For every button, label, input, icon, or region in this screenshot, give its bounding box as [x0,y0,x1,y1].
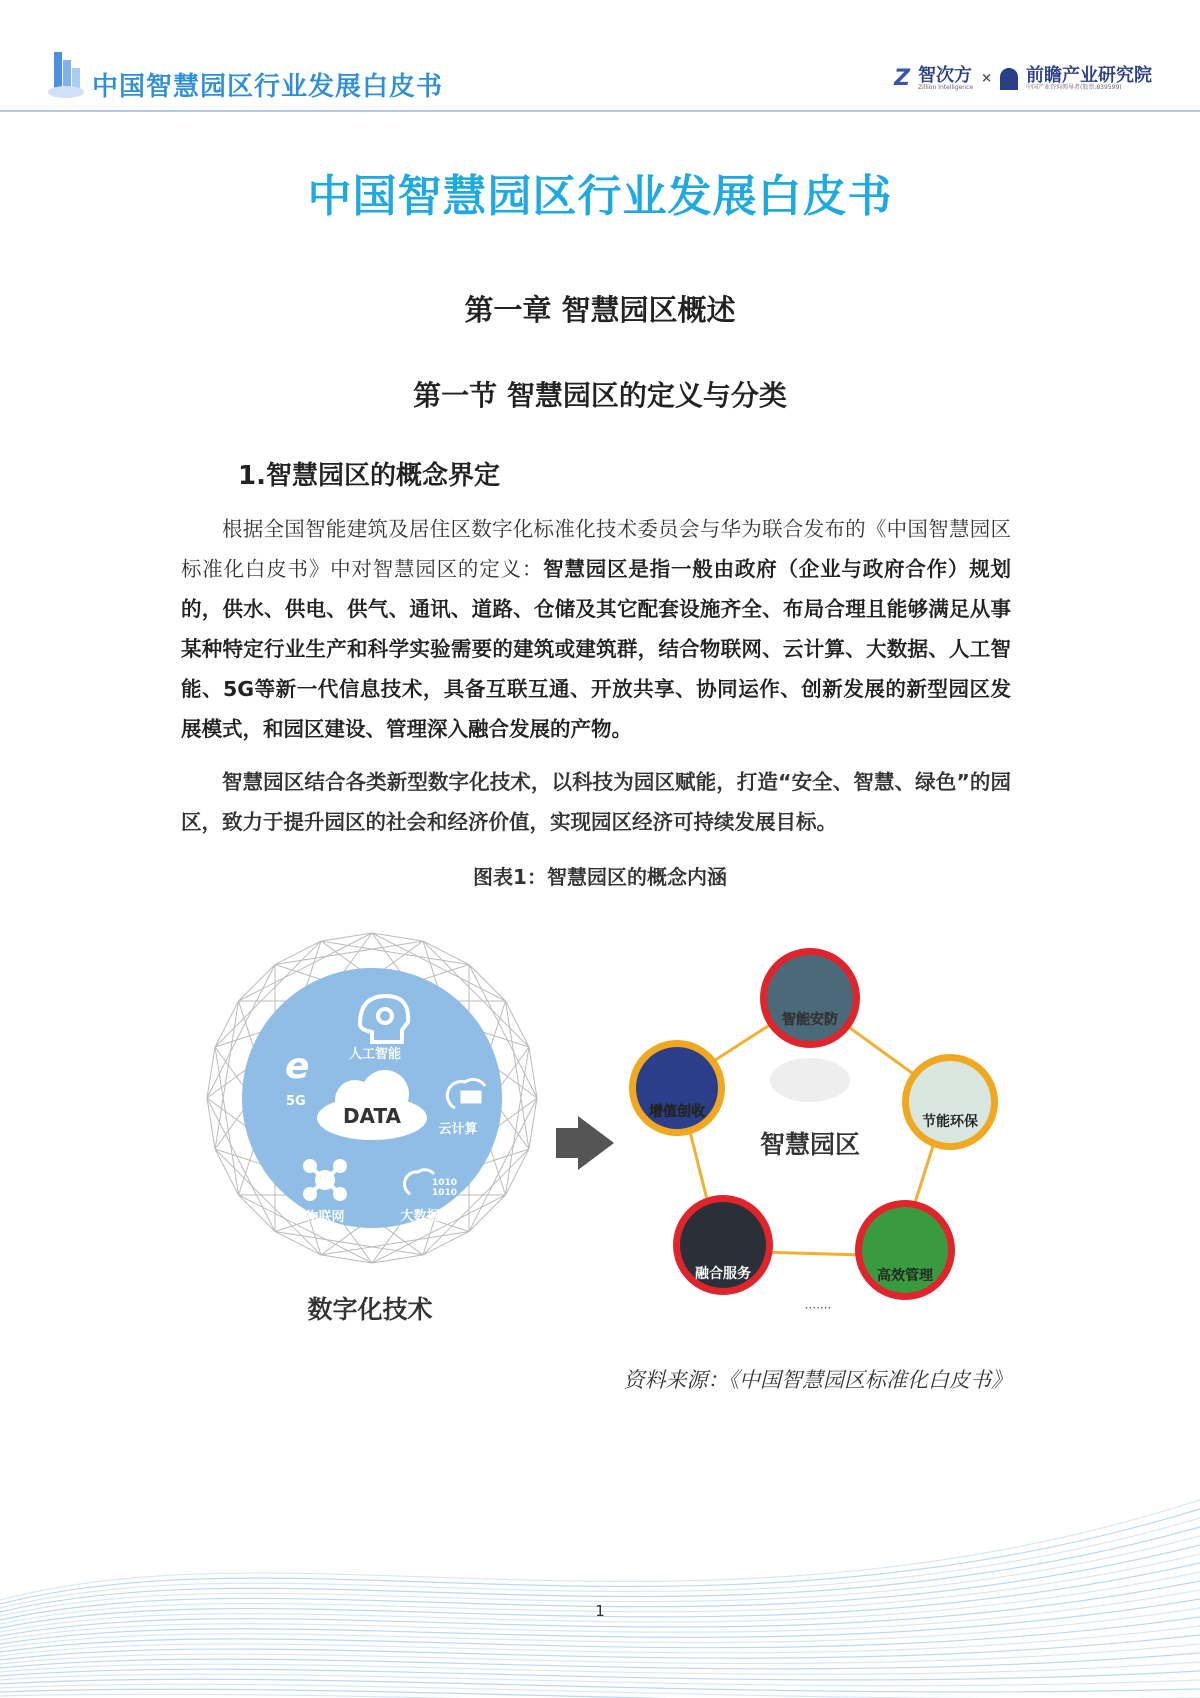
definition-bold-text: 智慧园区是指一般由政府（企业与政府合作）规划的，供水、供电、供气、通讯、道路、仓储及其它配套设施齐全、布局合理且能够满足从事某种特定行业生产和科学实验需要的建筑或建筑群，结合物联网、云计算、大数据、人工智能、5G等新一代信息技术，具备互联互通、开放共享、协同运作、创新发展的新型园区发展模式，和园区建设、管理深入融合发展的产物。 [181,557,1012,741]
wave-line [0,1653,1200,1669]
mesh-line [239,965,276,1002]
node-revenue [629,1040,725,1136]
center-shadow [770,1058,850,1102]
label-management: 高效管理 [877,1268,933,1284]
label-cloud: 云计算 [438,1122,478,1137]
mesh-line [469,965,506,1002]
header-logo-icon [46,48,84,100]
svg-text:1010: 1010 [432,1178,458,1188]
partner1-name: 智次方 [918,64,973,86]
chapter-heading: 第一章 智慧园区概述 [464,293,736,327]
node-security [760,948,860,1048]
partner1-subtitle: Zillion Intelligence [918,83,974,91]
document-title: 中国智慧园区行业发展白皮书 [307,171,893,222]
5g-e-icon: e [285,1046,310,1087]
wave-decoration [0,1480,1200,1698]
times-sign: × [981,71,992,86]
node-service [673,1195,773,1295]
header-title: 中国智慧园区行业发展白皮书 [92,72,444,102]
smart-park-label: 智慧园区 [759,1130,861,1159]
paragraph-text: 根据全国智能建筑及居住区数字化标准化技术委员会与华为联合发布的《中国智慧园区标准化白皮书》中对智慧园区的定义： [181,517,1011,581]
wave-line [0,1635,1200,1660]
right-more: ······· [804,1301,832,1315]
svg-text:1010: 1010 [432,1188,458,1198]
partner2-name: 前瞻产业研究院 [1026,64,1152,86]
paragraph-definition [181,509,1011,749]
data-label: DATA [342,1104,402,1128]
mesh-line [469,1195,506,1232]
label-iot: 物联网 [305,1210,345,1225]
header-divider [0,110,1200,112]
label-service: 融合服务 [695,1266,751,1282]
subsection-heading: 1.智慧园区的概念界定 [238,461,500,491]
partner2-subtitle: 中国产业咨询领导者(股票:839599) [1026,83,1122,91]
partner2-block [1026,64,1152,91]
label-energy: 节能环保 [922,1114,978,1130]
page-number: 1 [595,1602,605,1620]
label-5g: 5G [286,1094,306,1109]
zillion-logo-icon: Z [894,66,911,91]
mesh-line [239,1195,276,1232]
label-revenue: 增值创收 [649,1104,705,1120]
node-management [855,1200,955,1300]
qianzhan-logo-icon [1000,68,1018,90]
arrow-right-icon [556,1116,614,1170]
label-ai: 人工智能 [348,1047,402,1062]
paragraph-goals: 智慧园区结合各类新型数字化技术，以科技为园区赋能，打造“安全、智慧、绿色”的园区，致力于提升园区的社会和经济价值，实现园区经济可持续发展目标。 [181,770,1011,834]
partner-logos [894,66,1152,91]
partner1-block [918,64,974,91]
wave-line [0,1679,1200,1692]
source-note: 资料来源：《中国智慧园区标准化白皮书》 [623,1368,1012,1392]
label-security: 智能安防 [782,1012,838,1028]
wave-line [0,1689,1200,1698]
concept-figure [0,920,1200,1340]
label-bigdata: 大数据 [400,1209,440,1224]
left-more: …… [362,1242,382,1253]
figure-caption: 图表1：智慧园区的概念内涵 [473,865,727,889]
node-energy [902,1054,998,1150]
section-heading: 第一节 智慧园区的定义与分类 [413,379,787,412]
digital-tech-label: 数字化技术 [307,1295,433,1324]
